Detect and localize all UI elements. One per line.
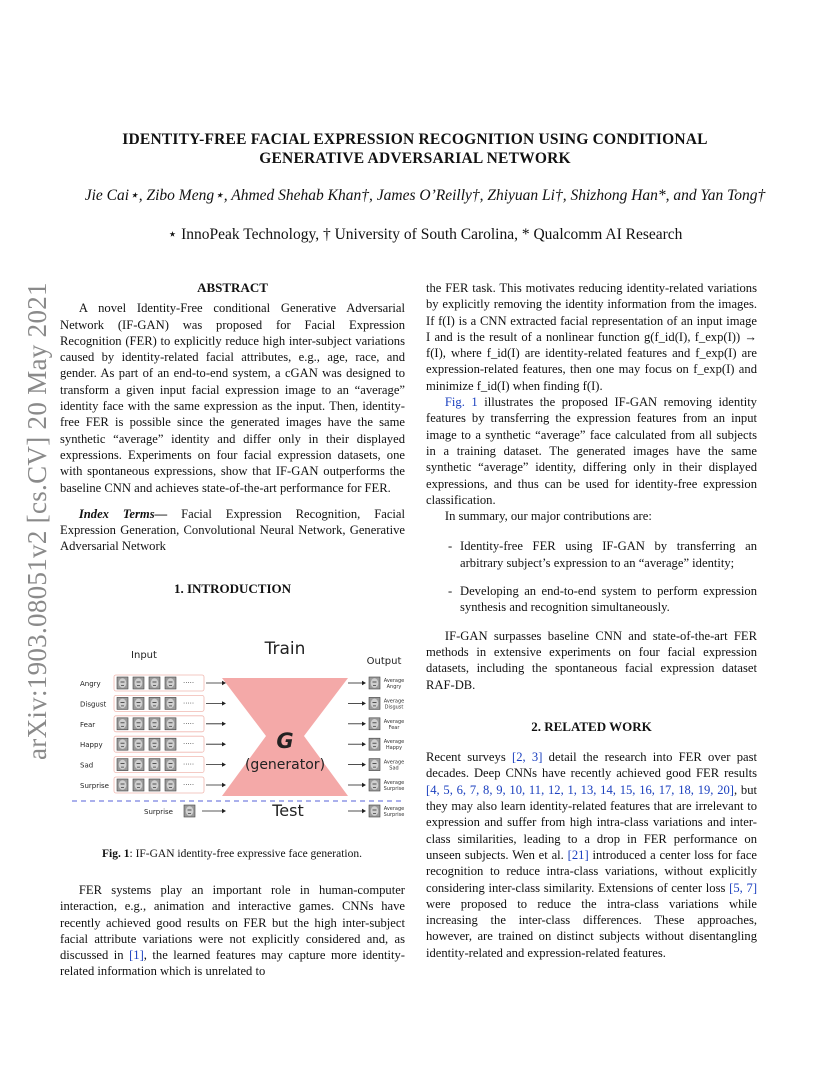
contribution-item: - Developing an end-to-end system to perform expression synthesis and recognition simultaneously. bbox=[448, 584, 757, 615]
input-face-thumbnail bbox=[149, 697, 160, 709]
input-face-thumbnail-head bbox=[167, 678, 175, 688]
input-face-thumbnail-head bbox=[119, 699, 127, 709]
ellipsis-label: ····· bbox=[183, 699, 195, 708]
input-face-thumbnail bbox=[165, 738, 176, 750]
input-face-thumbnail bbox=[149, 677, 160, 689]
test-output-face bbox=[369, 805, 380, 817]
generator-g-label: G bbox=[276, 729, 294, 753]
right-paragraph-3: In summary, our major contributions are: bbox=[444, 509, 652, 524]
input-face-thumbnail bbox=[133, 738, 144, 750]
figure-ref-link[interactable]: Fig. 1 bbox=[444, 395, 478, 410]
input-face-thumbnail-head bbox=[119, 719, 127, 729]
affiliations: ⋆ InnoPeak Technology, † University of South Carolina, * Qualcomm AI Research bbox=[167, 226, 683, 243]
index-terms-text: Facial Expression Recognition, Facial Expression Generation, Convolutional Neural Network, Generative Adversarial Network bbox=[60, 506, 406, 554]
related-text: were proposed to reduce the intra-class variations while increasing the inter-class differences. These approaches, however, are trained on distinct subjects without disentangling identity-related and expression-related features. bbox=[426, 896, 757, 960]
related-text: , but they may also learn identity-related features that are irrelevant to expression and suffer from high intra-class variations and inter-class similarities, leading to a drop in FER performance on unseen subjects. Wen et al. bbox=[426, 782, 758, 862]
generator-label: (generator) bbox=[244, 757, 326, 773]
output-arrow bbox=[348, 762, 366, 766]
test-input-label: Surprise bbox=[144, 808, 173, 816]
input-face-thumbnail-head bbox=[119, 739, 127, 749]
input-arrow bbox=[206, 722, 226, 726]
input-face-thumbnail-head bbox=[135, 760, 143, 770]
output-label-line2: Angry bbox=[386, 684, 402, 690]
related-text: detail the research into FER over past decades. Deep CNNs have recently achieved good FER results bbox=[426, 750, 757, 781]
output-label: Output bbox=[366, 656, 402, 667]
input-face-thumbnail-head bbox=[119, 780, 127, 790]
test-label: Test bbox=[272, 801, 304, 820]
input-face-thumbnail-head bbox=[167, 780, 175, 790]
test-output-face-head bbox=[371, 806, 379, 816]
output-arrow-head bbox=[362, 681, 366, 685]
expression-label: Surprise bbox=[80, 782, 109, 790]
input-face-thumbnail bbox=[133, 697, 144, 709]
input-face-thumbnail-head bbox=[135, 719, 143, 729]
caption-text: : IF-GAN identity-free expressive face generation. bbox=[129, 848, 362, 860]
output-label-line1: Average bbox=[383, 718, 405, 725]
intro-paragraph bbox=[60, 882, 405, 980]
index-terms bbox=[60, 506, 405, 555]
intro-text-b: , the learned features may capture more identity-related information which is unrelated to bbox=[60, 948, 405, 979]
output-label-line1: Average bbox=[383, 698, 405, 705]
input-face-thumbnail-head bbox=[151, 780, 159, 790]
input-arrow bbox=[206, 701, 226, 705]
right-paragraph-1: the FER task. This motivates reducing identity-related variations by explicitly removing the identity information from the images. If f(I) is a CNN extracted facial representation of an input image I and is the result of a nonlinear function g(f_id(I), f_exp(I)) → f(I), where f_id(I) are identity-related features and f_exp(I) are expression-related features, then one may focus on f_exp(I) and minimize f_id(I) when finding f(I). bbox=[426, 281, 757, 393]
test-input-face bbox=[184, 805, 195, 817]
title-line-1: IDENTITY-FREE FACIAL EXPRESSION RECOGNITION USING CONDITIONAL bbox=[122, 131, 708, 148]
figure-1 bbox=[72, 636, 405, 860]
output-arrow-head bbox=[362, 701, 366, 705]
citation-link[interactable]: [4, 5, 6, 7, 8, 9, 10, 11, 12, 1, 13, 14, 15, 16, 17, 18, 19, 20] bbox=[426, 782, 734, 797]
input-face-thumbnail bbox=[165, 759, 176, 771]
input-face-thumbnail bbox=[133, 718, 144, 730]
citation-link[interactable]: [2, 3] bbox=[512, 750, 543, 765]
output-face-thumbnail bbox=[369, 738, 380, 750]
input-face-thumbnail-head bbox=[135, 780, 143, 790]
input-face-thumbnail bbox=[117, 738, 128, 750]
input-face-thumbnail-head bbox=[167, 719, 175, 729]
input-face-thumbnail-head bbox=[167, 739, 175, 749]
input-face-thumbnail bbox=[149, 759, 160, 771]
input-face-thumbnail bbox=[165, 779, 176, 791]
paper-title bbox=[90, 130, 740, 168]
output-label-line2: Surprise bbox=[383, 786, 405, 792]
output-label-line2: Disgust bbox=[384, 704, 404, 711]
input-face-thumbnail-head bbox=[151, 760, 159, 770]
output-face-thumbnail-head bbox=[371, 780, 379, 790]
output-label-line1: Average bbox=[383, 780, 405, 786]
input-face-thumbnail bbox=[133, 759, 144, 771]
output-face-thumbnail bbox=[369, 779, 380, 791]
output-label-line1: Average bbox=[383, 759, 405, 766]
contribution-text: Developing an end-to-end system to perform expression synthesis and recognition simultaneously. bbox=[460, 584, 757, 615]
left-column bbox=[60, 280, 405, 597]
right-paragraph-4: IF-GAN surpasses baseline CNN and state-of-the-art FER methods in extensive experiments on four facial expression datasets, including the spontaneous facial expression dataset RAF-DB. bbox=[426, 628, 757, 692]
author-list: Jie Cai⋆, Zibo Meng⋆, Ahmed Shehab Khan†, James O’Reilly†, Zhiyuan Li†, Shizhong Han*, and Yan Tong† bbox=[84, 187, 766, 204]
output-arrow-head bbox=[362, 783, 366, 787]
title-line-2: GENERATIVE ADVERSARIAL NETWORK bbox=[259, 150, 571, 167]
output-face-thumbnail-head bbox=[371, 739, 379, 749]
input-face-thumbnail-head bbox=[135, 739, 143, 749]
input-face-thumbnail bbox=[117, 718, 128, 730]
test-output-arrow-head bbox=[362, 809, 366, 813]
right-paragraph-2 bbox=[426, 394, 757, 508]
output-arrow bbox=[348, 722, 366, 726]
output-face-thumbnail-head bbox=[371, 678, 379, 688]
citation-link[interactable]: [21] bbox=[567, 847, 589, 862]
intro-heading: 1. INTRODUCTION bbox=[173, 580, 291, 596]
input-face-thumbnail bbox=[117, 697, 128, 709]
input-arrow-head bbox=[222, 762, 226, 766]
index-terms-label: Index Terms— bbox=[78, 506, 168, 521]
right-paragraph-2-text: illustrates the proposed IF-GAN removing identity features by transferring the expression features from an input image to a synthetic “average” face calculated from all subjects in a training dataset. The generated images have the same synthetic “average” identity, differing only in their displayed expressions, and thus can be used for identity-free expression classification. bbox=[426, 395, 757, 507]
ifgan-diagram bbox=[72, 636, 405, 828]
input-face-thumbnail bbox=[133, 677, 144, 689]
input-face-thumbnail bbox=[149, 738, 160, 750]
output-face-thumbnail-head bbox=[371, 719, 379, 729]
contribution-list bbox=[426, 538, 757, 615]
train-label: Train bbox=[264, 639, 306, 659]
output-face-thumbnail bbox=[369, 677, 380, 689]
input-label: Input bbox=[131, 650, 157, 661]
expression-label: Disgust bbox=[80, 700, 107, 709]
output-arrow bbox=[348, 701, 366, 705]
figure-caption bbox=[52, 848, 412, 860]
output-face-thumbnail bbox=[369, 718, 380, 730]
expression-label: Happy bbox=[80, 741, 103, 750]
ellipsis-label: ····· bbox=[183, 740, 195, 749]
input-face-thumbnail-head bbox=[135, 699, 143, 709]
output-arrow-head bbox=[362, 742, 366, 746]
input-arrow bbox=[206, 681, 226, 685]
ellipsis-label: ····· bbox=[183, 781, 195, 789]
input-face-thumbnail bbox=[149, 779, 160, 791]
citation-link[interactable]: [1] bbox=[129, 948, 144, 963]
expression-label: Fear bbox=[80, 720, 96, 729]
caption-label: Fig. 1 bbox=[102, 848, 130, 860]
test-output-label-line2: Surprise bbox=[383, 812, 405, 818]
input-face-thumbnail-head bbox=[151, 719, 159, 729]
input-face-thumbnail bbox=[165, 677, 176, 689]
contribution-item: - Identity-free FER using IF-GAN by transferring an arbitrary subject’s expression to an “average” identity; bbox=[448, 539, 757, 570]
output-face-thumbnail-head bbox=[371, 699, 379, 709]
test-input-arrow-head bbox=[222, 809, 226, 813]
input-arrow bbox=[206, 783, 226, 787]
input-arrow bbox=[206, 742, 226, 746]
output-label-line2: Happy bbox=[385, 745, 403, 752]
abstract-text: A novel Identity-Free conditional Generative Adversarial Network (IF-GAN) was proposed for Facial Expression Recognition (FER) to explicitly reduce high inter-subject variations caused by identity-related facial attributes, e.g., age, race, and gender. As part of an end-to-end system, a cGAN was designed to transform a given input facial expression image to an “average” identity face with the same expression as the input. Then, identity-free FER is possible since the generated images have the same synthetic “average” identity and differ only in their displayed expressions. Experiments on four facial expression datasets, one with spontaneous expressions, show that IF-GAN outperforms the baseline CNN and achieves state-of-the-art performance for FER. bbox=[60, 301, 405, 495]
output-label-line1: Average bbox=[383, 678, 405, 684]
input-arrow-head bbox=[222, 742, 226, 746]
output-label-line2: Fear bbox=[388, 724, 400, 731]
input-face-thumbnail-head bbox=[151, 739, 159, 749]
input-arrow bbox=[206, 762, 226, 766]
input-face-thumbnail bbox=[117, 759, 128, 771]
input-face-thumbnail-head bbox=[167, 699, 175, 709]
input-face-thumbnail-head bbox=[167, 760, 175, 770]
ellipsis-label: ····· bbox=[183, 760, 195, 769]
input-arrow-head bbox=[222, 783, 226, 787]
input-face-thumbnail-head bbox=[151, 678, 159, 688]
ellipsis-label: ····· bbox=[183, 679, 195, 687]
output-arrow bbox=[348, 783, 366, 787]
ellipsis-label: ····· bbox=[183, 719, 195, 728]
output-face-thumbnail bbox=[369, 697, 380, 709]
input-face-thumbnail-head bbox=[119, 760, 127, 770]
output-face-thumbnail-head bbox=[371, 760, 379, 770]
input-face-thumbnail-head bbox=[119, 678, 127, 688]
input-face-thumbnail-head bbox=[151, 699, 159, 709]
related-heading: 2. RELATED WORK bbox=[531, 718, 652, 734]
contribution-text: Identity-free FER using IF-GAN by transferring an arbitrary subject’s expression to an “average” identity; bbox=[460, 539, 757, 570]
output-face-thumbnail bbox=[369, 759, 380, 771]
intro-text-a: FER systems play an important role in human-computer interaction, e.g., animation and interactive games. CNNs have recently achieved good results on FER but the high inter-subject facial attribute variations were not explicitly considered and, as discussed in bbox=[60, 883, 405, 963]
input-face-thumbnail bbox=[117, 677, 128, 689]
related-paragraph bbox=[426, 749, 757, 961]
test-input-arrow bbox=[202, 809, 226, 813]
output-arrow bbox=[348, 681, 366, 685]
input-face-thumbnail bbox=[133, 779, 144, 791]
test-output-label-line1: Average bbox=[383, 806, 405, 812]
expression-label: Sad bbox=[80, 761, 94, 770]
related-text: introduced a center loss for face recognition to reduce intra-class variations, without explicitly considering inter-class similarity. Extensions of center loss bbox=[426, 847, 757, 895]
arxiv-identifier: arXiv:1903.08051v2 [cs.CV] 20 May 2021 bbox=[22, 282, 52, 760]
expression-label: Angry bbox=[80, 680, 101, 688]
input-face-thumbnail bbox=[149, 718, 160, 730]
input-arrow-head bbox=[222, 701, 226, 705]
citation-link[interactable]: [5, 7] bbox=[729, 880, 758, 895]
abstract-heading: ABSTRACT bbox=[197, 280, 268, 295]
output-arrow-head bbox=[362, 762, 366, 766]
output-arrow bbox=[348, 742, 366, 746]
output-arrow-head bbox=[362, 722, 366, 726]
related-text: Recent surveys bbox=[426, 750, 512, 765]
output-label-line1: Average bbox=[383, 739, 405, 746]
intro-column bbox=[60, 882, 405, 980]
input-face-thumbnail bbox=[165, 697, 176, 709]
test-input-face-head bbox=[186, 806, 194, 816]
input-face-thumbnail-head bbox=[135, 678, 143, 688]
output-label-line2: Sad bbox=[389, 765, 399, 772]
input-arrow-head bbox=[222, 722, 226, 726]
input-face-thumbnail bbox=[165, 718, 176, 730]
right-column bbox=[426, 280, 757, 961]
test-output-arrow bbox=[348, 809, 366, 813]
input-face-thumbnail bbox=[117, 779, 128, 791]
